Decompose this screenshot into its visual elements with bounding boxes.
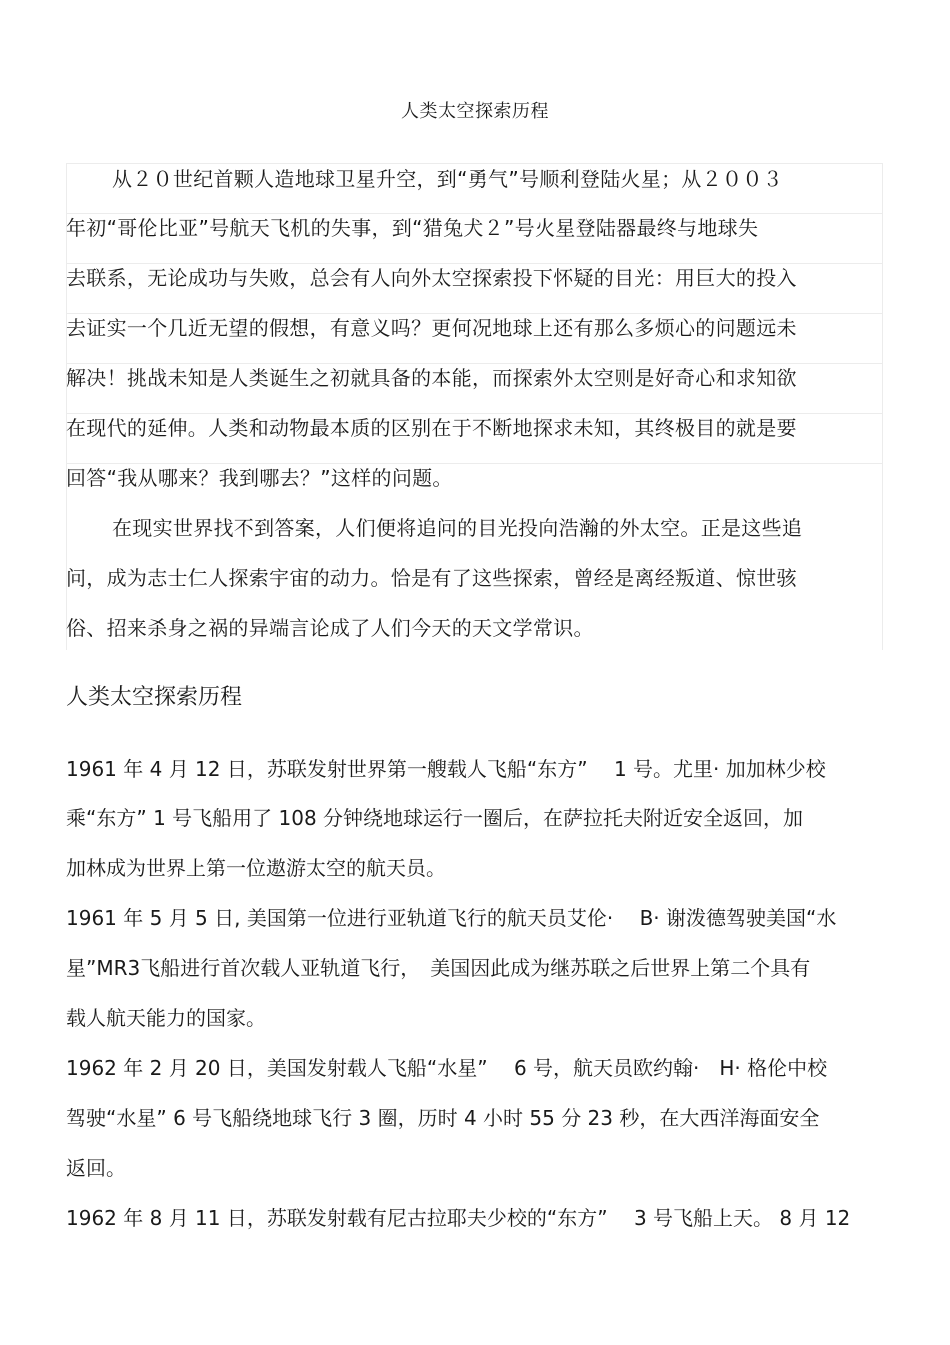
entry-line: 乘“东方” 1 号飞船用了 108 分钟绕地球运行一圈后，在萨拉托夫附近安全返回，加 — [66, 806, 804, 830]
intro-line: 解决！挑战未知是人类诞生之初就具备的本能，而探索外太空则是好奇心和求知欲 — [66, 366, 797, 390]
intro-line: 在现代的延伸。人类和动物最本质的区别在于不断地探求未知，其终极目的就是要 — [66, 416, 797, 440]
intro-line: 去证实一个几近无望的假想，有意义吗？更何况地球上还有那么多烦心的问题远未 — [66, 316, 797, 340]
entry-line: 载人航天能力的国家。 — [66, 1006, 266, 1030]
entry-line: 加林成为世界上第一位遨游太空的航天员。 — [66, 856, 446, 880]
intro-line: 从２０世纪首颗人造地球卫星升空，到“勇气”号顺利登陆火星；从２００３ — [112, 167, 783, 191]
intro-line: 年初“哥伦比亚”号航天飞机的失事，到“猎兔犬２”号火星登陆器最终与地球失 — [66, 216, 759, 240]
entry-line: 1962 年 8 月 11 日，苏联发射载有尼古拉耶夫少校的“东方” 3 号飞船上天。 8 月 12 — [66, 1206, 851, 1230]
intro-line: 问，成为志士仁人探索宇宙的动力。恰是有了这些探索，曾经是离经叛道、惊世骇 — [66, 566, 797, 590]
intro-line: 去联系，无论成功与失败，总会有人向外太空探索投下怀疑的目光：用巨大的投入 — [66, 266, 797, 290]
entry-line: 1962 年 2 月 20 日，美国发射载人飞船“水星” 6 号，航天员欧约翰· H· 格伦中校 — [66, 1056, 828, 1080]
table-rule — [66, 413, 883, 414]
table-rule — [66, 263, 883, 264]
table-rule — [66, 463, 883, 464]
section-heading: 人类太空探索历程 — [66, 685, 243, 710]
table-rule — [66, 363, 883, 364]
intro-line: 回答“我从哪来？我到哪去？”这样的问题。 — [66, 466, 453, 490]
table-border-right — [882, 163, 883, 650]
entry-line: 1961 年 4 月 12 日，苏联发射世界第一艘载人飞船“东方” 1 号。尤里· 加加林少校 — [66, 757, 826, 781]
document-title: 人类太空探索历程 — [401, 101, 549, 122]
entry-line: 返回。 — [66, 1156, 126, 1180]
table-rule — [66, 313, 883, 314]
entry-line: 1961 年 5 月 5 日, 美国第一位进行亚轨道飞行的航天员艾伦· B· 谢泼德驾驶美国“水 — [66, 906, 837, 930]
entry-line: 驾驶“水星” 6 号飞船绕地球飞行 3 圈，历时 4 小时 55 分 23 秒，在大西洋海面安全 — [66, 1106, 820, 1130]
intro-line: 在现实世界找不到答案，人们便将追问的目光投向浩瀚的外太空。正是这些追 — [112, 516, 803, 540]
intro-line: 俗、招来杀身之祸的异端言论成了人们今天的天文学常识。 — [66, 616, 594, 640]
table-rule — [66, 163, 883, 164]
entry-line: 星”MR3飞船进行首次载人亚轨道飞行， 美国因此成为继苏联之后世界上第二个具有 — [66, 956, 811, 980]
table-rule — [66, 213, 883, 214]
